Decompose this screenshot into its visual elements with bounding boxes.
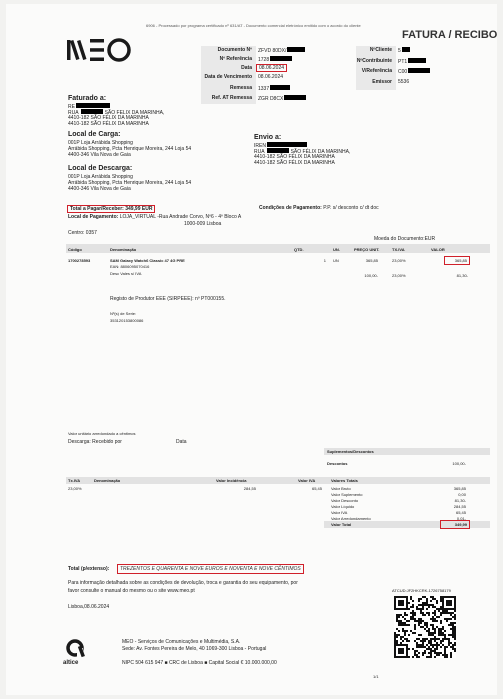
ref-number-label: Nº Referência	[219, 56, 252, 62]
billed-to-postal-1: 4410-182 SÃO FÉLIX DA MARINHA	[68, 115, 149, 121]
item-code: 1700278593	[68, 258, 91, 263]
meo-logo	[66, 35, 132, 65]
nif-label: NºContribuinte	[356, 58, 392, 64]
client-number-label: NºCliente	[369, 47, 392, 53]
net-value-label: Valor Líquido	[331, 504, 355, 509]
discounts-value: 100,00-	[452, 461, 466, 466]
discount-total: 81,30-	[454, 498, 466, 503]
item-vat: 23,00%	[392, 258, 406, 263]
vat-value: 65,45	[455, 510, 466, 515]
unloading-place-title: Local de Descarga:	[68, 165, 133, 172]
supplement-value-label: Valor Suplemento	[331, 492, 363, 497]
col-qty: QTD.	[294, 247, 304, 252]
item-name: SAM Galaxy Watch6 Classic 47 4G PRE	[110, 258, 185, 263]
payment-conditions: Condições de Pagamento: P.P. s/ desconto c/ dt doc	[259, 205, 379, 211]
col-totals: Valores Totais	[331, 478, 358, 483]
total-in-words: TREZENTOS E QUARENTA E NOVE EUROS E NOVENTA E NOVE CÊNTIMOS	[117, 564, 304, 574]
due-date-label: Data de Vencimento	[204, 74, 252, 80]
atcud-code: ATCUD:JF2HKCRK-1726758179	[392, 588, 451, 593]
altice-logo	[64, 637, 86, 659]
discount-unit-price: 100,00-	[364, 273, 378, 278]
info-line-2: favor consulte o manual do mesmo ou o site www.meo.pt	[68, 588, 195, 594]
nif-value: PT1	[398, 58, 426, 65]
supplements-title: Suplementos/Descontos	[327, 449, 374, 454]
col-unit-price: PREÇO UNIT.	[354, 247, 380, 252]
company-registration: NIPC 504 615 947 ■ CRC de Lisboa ■ Capital Social € 10.000.000,00	[122, 660, 277, 666]
col-code: Código	[68, 247, 82, 252]
unloading-place-line-2: Arrábida Shopping, Pcta Henrique Moreira, 244 Loja 54	[68, 180, 192, 186]
col-taxable-amount: Valor Incidência	[216, 478, 247, 483]
invoice-page	[6, 4, 497, 695]
cost-center: Centro: 0357	[68, 230, 97, 236]
net-value: 284,55	[453, 504, 466, 509]
client-number-value: 5	[398, 47, 410, 54]
billed-to-name: RE	[68, 103, 110, 110]
ship-to-postal-2: 4410-182 SÃO FÉLIX DA MARINHA	[254, 160, 335, 166]
remessa-value: 1337	[258, 85, 290, 92]
ref-at-remessa-label: Ref. AT Remessa	[211, 95, 252, 101]
col-vat-amount: Valor IVA	[298, 478, 316, 483]
remessa-label: Remessa	[230, 85, 252, 91]
total-value-label: Valor Total	[331, 522, 352, 527]
col-vat: TX.IVA	[392, 247, 405, 252]
document-currency: Moeda do Documento:EUR	[374, 236, 436, 242]
item-value: 365,85	[444, 256, 470, 265]
supplement-value: 0,00	[458, 492, 466, 497]
processing-note: 6906 - Processado por programa certificado nº 631/AT - Documento comercial eletrónico emitido com o acordo do cliente	[146, 23, 361, 28]
ref-at-remessa-value: ZGR D8CX	[258, 95, 306, 102]
loading-place-line-1: 001P Loja Arrábida Shopping	[68, 140, 133, 146]
item-discount-label: Desc Vales s/ IVA	[110, 271, 142, 276]
your-reference-label: V/Referência	[361, 68, 392, 74]
item-unit-price: 365,85	[365, 258, 378, 263]
total-in-words-label: Total (p/extenso):	[68, 566, 110, 572]
total-value: 349,99	[440, 520, 470, 529]
billed-to-street: RUA SÃO FELIX DA MARINHA,	[68, 110, 165, 116]
due-date-value: 08.06.2024	[258, 74, 284, 80]
discount-total-label: Valor Desconto	[331, 498, 359, 503]
payment-place-city: 1000-009 Lisboa	[184, 221, 222, 227]
col-description: Denominação	[110, 247, 137, 252]
loading-place-line-3: 4400-346 Vila Nova de Gaia	[68, 152, 131, 158]
doc-number-value: ZFVD 80DX/	[258, 47, 305, 54]
place-date: Lisboa,08.06.2024	[68, 604, 110, 610]
item-qty: 1	[323, 258, 326, 263]
ship-to-postal-1: 4410-182 SÃO FÉLIX DA MARINHA	[254, 154, 335, 160]
serial-label: Nº(s) de Serie:	[110, 311, 137, 316]
item-unit: UN	[333, 258, 339, 263]
gross-value: 365,85	[453, 486, 466, 491]
ship-to-title: Envio a:	[254, 134, 282, 141]
col-value: VALOR	[431, 247, 445, 252]
document-type-title: FATURA / RECIBO	[402, 29, 498, 41]
altice-wordmark: altice	[63, 660, 79, 666]
company-name: MEO - Serviços de Comunicações e Multimédia, S.A.	[122, 639, 241, 645]
discounts-label: Descontos	[327, 461, 348, 466]
vat-amount-value: 65,45	[311, 486, 322, 491]
unloading-received-by: Descarga: Recebido por	[68, 439, 122, 445]
serial-number: 353120153800086	[110, 318, 144, 323]
unloading-date-label: Data	[176, 439, 187, 445]
ship-to-name: IREN	[254, 142, 307, 149]
producer-registry: Registo de Produtor EEE (SIRPEEE): nº PT000155.	[110, 296, 226, 302]
ship-to-street: RUA SÃO FÉLIX DA MARINHA,	[254, 149, 351, 155]
col-tax-description: Denominação	[94, 478, 121, 483]
qr-code	[394, 596, 456, 658]
info-line-1: Para informação detalhada sobre as condições de devolução, troca e garantia do seu equipamento, por	[68, 580, 298, 586]
date-value: 08.06.2024	[256, 64, 287, 72]
rounding-value-label: Valor Arredondamento	[331, 516, 371, 521]
tax-rate-value: 23,00%	[68, 486, 82, 491]
your-reference-value: C00	[398, 68, 430, 75]
rounding-note: Valor unitário arredondado a cêntimos	[68, 431, 136, 436]
company-address: Sede: Av. Fontes Pereira de Melo, 40 1069-300 Lisboa - Portugal	[122, 646, 267, 652]
loading-place-line-2: Arrábida Shopping, Pcta Henrique Moreira, 244 Loja 54	[68, 146, 192, 152]
issuer-value: 5536	[398, 79, 410, 85]
discount-vat: 23,00%	[392, 273, 406, 278]
unloading-place-line-1: 001P Loja Arrábida Shopping	[68, 174, 133, 180]
billed-to-postal-2: 4410-182 SÃO FÉLIX DA MARINHA	[68, 121, 149, 127]
rounding-value: 0,01-	[456, 516, 466, 521]
unloading-place-line-3: 4400-346 Vila Nova de Gaia	[68, 186, 131, 192]
discount-value: 81,30-	[456, 273, 468, 278]
date-label: Data	[241, 65, 252, 71]
doc-number-label: Documento Nº	[217, 47, 252, 53]
item-ean: EAN: 8806095070416	[110, 264, 150, 269]
ref-number-value: 1728	[258, 56, 292, 63]
gross-value-label: Valor Bruto	[331, 486, 351, 491]
vat-value-label: Valor IVA	[331, 510, 348, 515]
col-unit: UN.	[333, 247, 340, 252]
loading-place-title: Local de Carga:	[68, 131, 121, 138]
payment-place: Local de Pagamento: LOJA_VIRTUAL -Rua Andrade Corvo, Nº6 - 4º Bloco A	[68, 214, 242, 220]
col-tax-rate: Tx.IVA	[68, 478, 81, 483]
page-number: 1/1	[373, 674, 379, 679]
billed-to-title: Faturado a:	[68, 95, 107, 102]
taxable-amount-value: 284,55	[243, 486, 256, 491]
total-to-pay: Total a Pagar/Receber: 349,99 EUR	[67, 205, 155, 213]
issuer-label: Emissor	[372, 79, 392, 85]
